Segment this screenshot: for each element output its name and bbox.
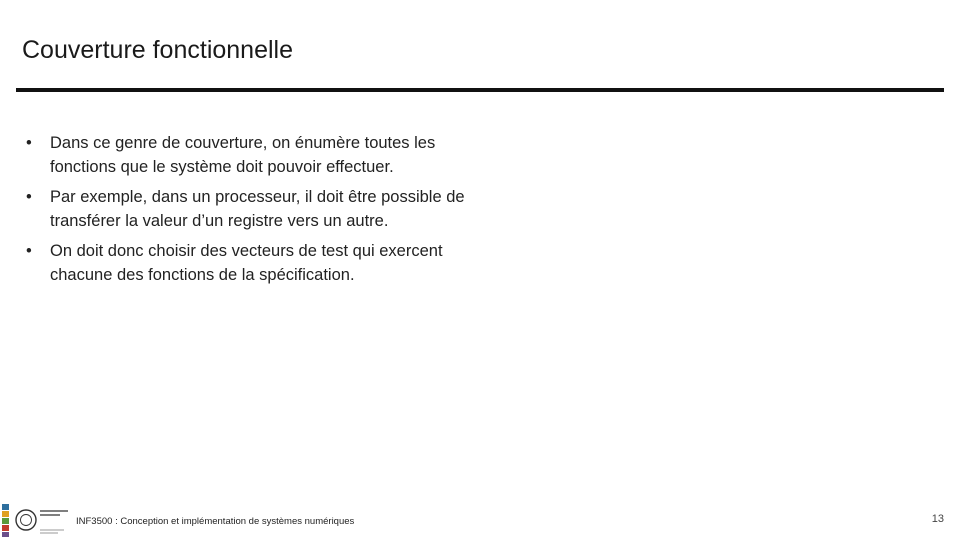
logo-stripe	[2, 532, 9, 537]
logo-stripe	[2, 504, 9, 510]
footer-course-label: INF3500 : Conception et implémentation de systèmes numériques	[76, 516, 355, 527]
bullet-item	[26, 131, 496, 179]
logo-stripe	[2, 525, 9, 531]
bullet-text: Dans ce genre de couverture, on énumère toutes les fonctions que le système doit pouvoir effectuer.	[50, 134, 436, 176]
slide-title: Couverture fonctionnelle	[22, 36, 293, 64]
bullet-marker: •	[26, 242, 32, 260]
bullet-marker: •	[26, 134, 32, 152]
school-logo	[0, 502, 72, 538]
logo-seal	[16, 510, 36, 530]
logo-stripe	[2, 511, 9, 517]
logo-color-stripes	[2, 504, 9, 537]
bullet-item	[26, 185, 496, 233]
logo-seal-inner	[21, 515, 32, 526]
bullet-list	[26, 131, 496, 293]
bullet-item	[26, 239, 496, 287]
bullet-marker: •	[26, 188, 32, 206]
slide-page-number: 13	[931, 513, 944, 525]
bullet-text: Par exemple, dans un processeur, il doit être possible de transférer la valeur d’un registre vers un autre.	[50, 188, 465, 230]
bullet-text: On doit donc choisir des vecteurs de test qui exercent chacune des fonctions de la spécification.	[50, 242, 443, 284]
logo-stripe	[2, 518, 9, 524]
title-divider	[16, 88, 944, 92]
